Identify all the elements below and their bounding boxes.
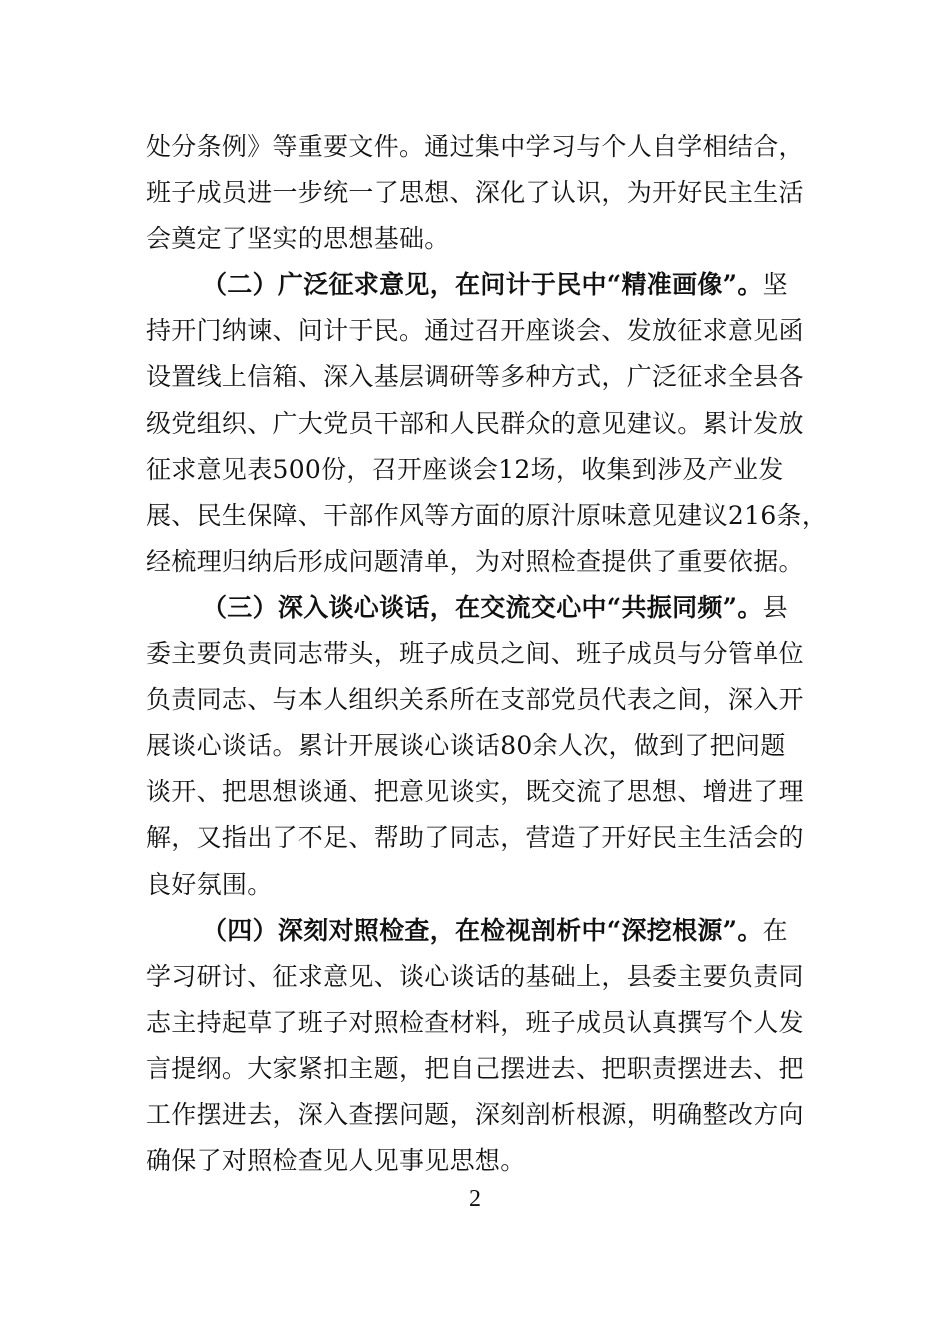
text-line: 言提纲。大家紧扣主题，把自己摆进去、把职责摆进去、把 — [146, 1053, 804, 1083]
text-line: 谈开、把思想谈通、把意见谈实，既交流了思想、增进了理 — [146, 777, 804, 807]
paragraph-study — [146, 124, 812, 262]
text-line: 征求意见表500份，召开座谈会12场，收集到涉及产业发 — [146, 454, 784, 484]
text-line — [146, 908, 812, 954]
text-line: 班子成员进一步统一了思想、深化了认识，为开好民主生活 — [146, 178, 804, 208]
document-body — [146, 124, 828, 1184]
text-line: 志主持起草了班子对照检查材料，班子成员认真撰写个人发 — [146, 1007, 804, 1037]
text-line: 持开门纳谏、问计于民。通过召开座谈会、发放征求意见函 — [146, 316, 804, 346]
text-fragment: 县 — [762, 592, 788, 622]
text-line — [146, 585, 812, 631]
text-line: 工作摆进去，深入查摆问题，深刻剖析根源，明确整改方向 — [146, 1099, 804, 1129]
text-fragment: 在 — [762, 915, 788, 945]
text-line: 级党组织、广大党员干部和人民群众的意见建议。累计发放 — [146, 408, 804, 438]
text-line: 经梳理归纳后形成问题清单，为对照检查提供了重要依据。 — [146, 546, 804, 576]
section-heading: （四）深刻对照检查，在检视剖析中“深挖根源”。 — [202, 915, 763, 945]
section-heading: （三）深入谈心谈话，在交流交心中“共振同频”。 — [202, 592, 763, 622]
paragraph-talks — [146, 585, 812, 908]
section-heading: （二）广泛征求意见，在问计于民中“精准画像”。 — [202, 270, 763, 300]
text-line: 展谈心谈话。累计开展谈心谈话80余人次，做到了把问题 — [146, 731, 786, 761]
text-fragment: 坚 — [762, 270, 788, 300]
text-line: 委主要负责同志带头，班子成员之间、班子成员与分管单位 — [146, 639, 804, 669]
text-line: 处分条例》等重要文件。通过集中学习与个人自学相结合， — [146, 132, 804, 161]
text-line: 设置线上信箱、深入基层调研等多种方式，广泛征求全县各 — [146, 362, 804, 392]
text-line: 展、民生保障、干部作风等方面的原汁原味意见建议216条， — [146, 500, 828, 530]
page-number: 2 — [469, 1186, 481, 1212]
text-line: 解，又指出了不足、帮助了同志，营造了开好民主生活会的 — [146, 823, 804, 853]
text-line — [146, 262, 812, 308]
text-line: 确保了对照检查见人见事见思想。 — [146, 1146, 526, 1176]
paragraph-opinions — [146, 262, 828, 585]
text-line: 负责同志、与本人组织关系所在支部党员代表之间，深入开 — [146, 685, 804, 715]
text-line: 会奠定了坚实的思想基础。 — [146, 224, 450, 254]
paragraph-inspection — [146, 908, 812, 1185]
text-line: 良好氛围。 — [146, 869, 273, 899]
text-line: 学习研讨、征求意见、谈心谈话的基础上，县委主要负责同 — [146, 961, 804, 991]
